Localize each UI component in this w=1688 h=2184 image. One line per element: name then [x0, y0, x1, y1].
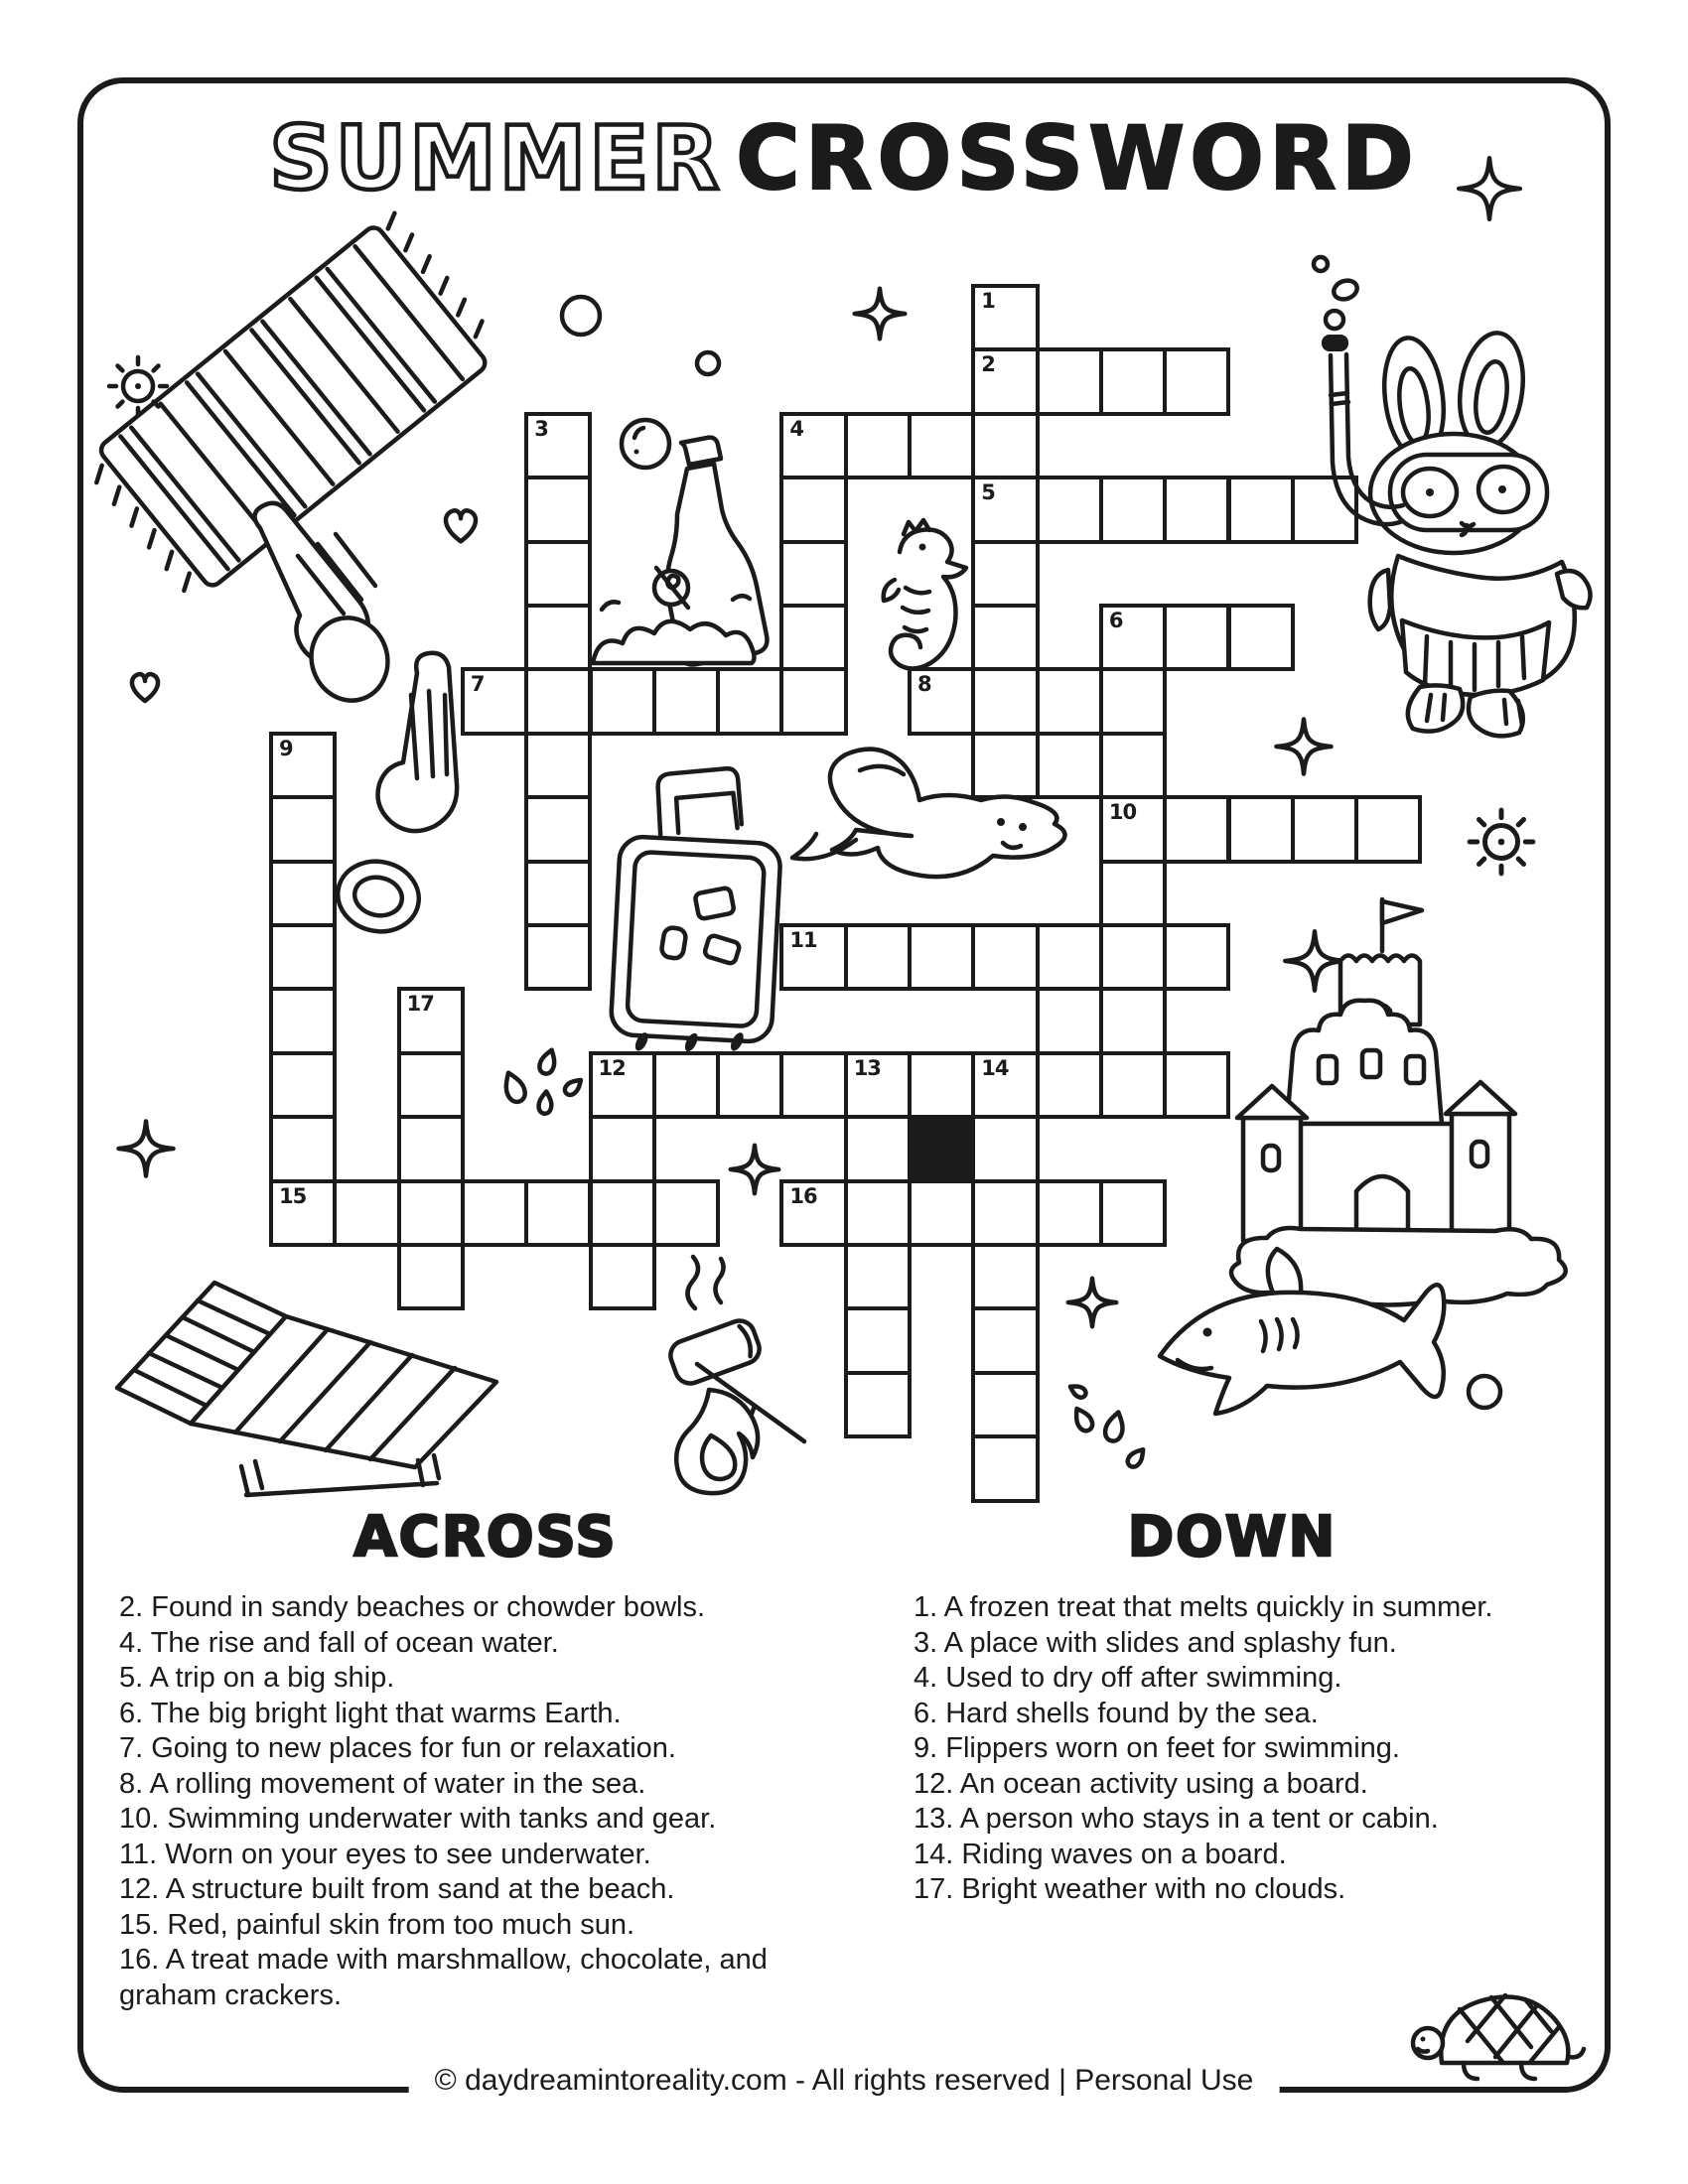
grid-cell [1036, 1179, 1103, 1247]
grid-cell [971, 1115, 1039, 1182]
grid-cell [844, 923, 912, 991]
grid-cell [524, 476, 592, 543]
grid-cell [269, 860, 337, 927]
clue-item-across-15: 15. Red, painful skin from too much sun. [119, 1908, 635, 1941]
grid-cell [652, 1179, 720, 1247]
grid-cell [397, 987, 465, 1054]
cell-number: 4 [789, 416, 804, 441]
grid-cell [1291, 795, 1358, 863]
grid-cell [1227, 795, 1295, 863]
grid-cell [908, 1179, 975, 1247]
cell-number: 14 [981, 1055, 1009, 1080]
grid-cell [908, 412, 975, 479]
grid-cell [971, 347, 1039, 415]
clue-item-down-17: 17. Bright weather with no clouds. [914, 1873, 1346, 1905]
grid-cell [908, 667, 975, 735]
cell-number: 17 [406, 992, 434, 1017]
grid-cell [971, 1243, 1039, 1310]
down-header: DOWN [1127, 1505, 1337, 1570]
grid-cell [1036, 923, 1103, 991]
clue-item-down-12: 12. An ocean activity using a board. [914, 1767, 1368, 1800]
grid-cell [971, 667, 1039, 735]
grid-cell [844, 1179, 912, 1247]
cell-number: 2 [981, 352, 995, 377]
grid-cell [1036, 476, 1103, 543]
grid-cell [1099, 795, 1167, 863]
grid-cell [524, 923, 592, 991]
grid-cell [524, 667, 592, 735]
grid-cell [971, 923, 1039, 991]
grid-cell [589, 1051, 656, 1119]
clue-item-down-4: 4. Used to dry off after swimming. [914, 1662, 1342, 1694]
grid-cell [779, 476, 847, 543]
footer [409, 2059, 1280, 2103]
grid-cell [1099, 1051, 1167, 1119]
grid-cell [397, 1051, 465, 1119]
cell-number: 3 [534, 416, 548, 441]
grid-cell [779, 1179, 847, 1247]
grid-cell [1291, 476, 1358, 543]
grid-cell [652, 1051, 720, 1119]
grid-cell [461, 667, 528, 735]
clue-item-down-13: 13. A person who stays in a tent or cabin. [914, 1803, 1439, 1835]
footer-text: © daydreamintoreality.com - All rights reserved | Personal Use [434, 2064, 1254, 2097]
grid-cell [971, 1179, 1039, 1247]
clue-item-across-5: 5. A trip on a big ship. [119, 1662, 395, 1694]
grid-cell [1036, 347, 1103, 415]
grid-cell [269, 1115, 337, 1182]
clue-item-down-3: 3. A place with slides and splashy fun. [914, 1626, 1397, 1659]
grid-cell [1163, 476, 1230, 543]
clue-item-across-8: 8. A rolling movement of water in the sea. [119, 1767, 646, 1800]
cell-number: 6 [1108, 609, 1123, 632]
clue-item-across-4: 4. The rise and fall of ocean water. [119, 1626, 559, 1659]
grid-cell [1099, 347, 1167, 415]
grid-cell [269, 732, 337, 799]
grid-cell [779, 412, 847, 479]
grid-cell [779, 604, 847, 671]
grid-cell [779, 1051, 847, 1119]
grid-cell [1099, 1179, 1167, 1247]
grid-cell [844, 1306, 912, 1374]
grid-cell [971, 1306, 1039, 1374]
grid-cell [844, 412, 912, 479]
grid-cell [269, 1051, 337, 1119]
cell-number: 9 [279, 736, 293, 760]
grid-cell [333, 1179, 400, 1247]
grid-cell [1099, 667, 1167, 735]
cell-number: 1 [981, 289, 995, 313]
grid-cell [779, 667, 847, 735]
cell-number: 11 [789, 928, 817, 952]
grid-cell [1036, 987, 1103, 1054]
grid-cell [1227, 476, 1295, 543]
grid-cell [1099, 604, 1167, 671]
grid-cell [1163, 923, 1230, 991]
grid-cell [844, 1243, 912, 1310]
grid-cell [1036, 1051, 1103, 1119]
grid-cell [1163, 347, 1230, 415]
clue-item-across-11: 11. Worn on your eyes to see underwater. [119, 1838, 651, 1870]
grid-cell [524, 412, 592, 479]
grid-cell [269, 987, 337, 1054]
grid-cell [524, 604, 592, 671]
page-title [0, 107, 1688, 209]
grid-cell [269, 923, 337, 991]
grid-cell [1099, 476, 1167, 543]
grid-cell [1036, 667, 1103, 735]
grid-cell [971, 412, 1039, 479]
grid-cell [1099, 923, 1167, 991]
cell-number: 10 [1108, 800, 1137, 825]
clue-item-across-2: 2. Found in sandy beaches or chowder bowls. [119, 1591, 706, 1623]
grid-cell [1099, 987, 1167, 1054]
grid-cell [908, 1051, 975, 1119]
grid-cell [1099, 860, 1167, 927]
cell-number: 13 [853, 1055, 881, 1080]
title-word-summer: SUMMER [269, 107, 723, 209]
grid-cell [844, 1051, 912, 1119]
clue-item-across-7: 7. Going to new places for fun or relaxation. [119, 1732, 676, 1764]
grid-cell [844, 1371, 912, 1438]
grid-cell [589, 1115, 656, 1182]
title-word-crossword: CROSSWORD [736, 107, 1419, 209]
grid-cell [1354, 795, 1422, 863]
clue-item-down-6: 6. Hard shells found by the sea. [914, 1697, 1319, 1729]
grid-cell [1227, 604, 1295, 671]
grid-cell [971, 1371, 1039, 1438]
across-clues [119, 1590, 819, 2013]
grid-cell [971, 284, 1039, 351]
grid-cell [269, 795, 337, 863]
cell-number: 7 [470, 672, 485, 697]
clue-item-across-10: 10. Swimming underwater with tanks and gear. [119, 1803, 717, 1835]
grid-cell [971, 604, 1039, 671]
clue-item-across-12: 12. A structure built from sand at the beach. [119, 1873, 675, 1905]
clue-item-across-16: 16. A treat made with marshmallow, chocolate, and graham crackers. [119, 1944, 768, 2011]
grid-cell [1036, 732, 1103, 799]
grid-cell [589, 1179, 656, 1247]
grid-cell [461, 1179, 528, 1247]
grid-cell [971, 540, 1039, 608]
cell-number: 15 [279, 1183, 307, 1208]
grid-cell [779, 923, 847, 991]
clue-item-down-1: 1. A frozen treat that melts quickly in summer. [914, 1591, 1493, 1623]
grid-cell [1163, 604, 1230, 671]
grid-cell [397, 1115, 465, 1182]
grid-cell [524, 1179, 592, 1247]
cell-number: 8 [917, 672, 931, 697]
grid-cell [589, 1243, 656, 1310]
grid-cell [908, 923, 975, 991]
grid-cell [397, 1179, 465, 1247]
clue-item-down-9: 9. Flippers worn on feet for swimming. [914, 1732, 1400, 1764]
cell-number: 12 [598, 1055, 626, 1080]
grid-cell [716, 667, 783, 735]
grid-cell [652, 667, 720, 735]
grid-cell [589, 667, 656, 735]
grid-cell [971, 476, 1039, 543]
grid-cell [397, 1243, 465, 1310]
grid-cell [971, 1434, 1039, 1502]
down-clues [914, 1590, 1529, 1908]
across-header: ACROSS [353, 1505, 618, 1570]
grid-cell [524, 795, 592, 863]
grid-cell [524, 860, 592, 927]
grid-cell [1163, 795, 1230, 863]
grid-cell [1099, 732, 1167, 799]
grid-cell [971, 732, 1039, 799]
grid-cell [269, 1179, 337, 1247]
grid-cell [779, 540, 847, 608]
grid-cell [844, 1115, 912, 1182]
grid-cell [1163, 1051, 1230, 1119]
grid-cell-black [908, 1115, 975, 1182]
clue-item-down-14: 14. Riding waves on a board. [914, 1838, 1287, 1870]
grid-cell [524, 540, 592, 608]
cell-number: 16 [789, 1183, 817, 1208]
clue-item-across-6: 6. The big bright light that warms Earth. [119, 1697, 622, 1729]
cell-number: 5 [981, 480, 995, 505]
grid-cell [524, 732, 592, 799]
grid-cell [716, 1051, 783, 1119]
grid-cell [971, 1051, 1039, 1119]
